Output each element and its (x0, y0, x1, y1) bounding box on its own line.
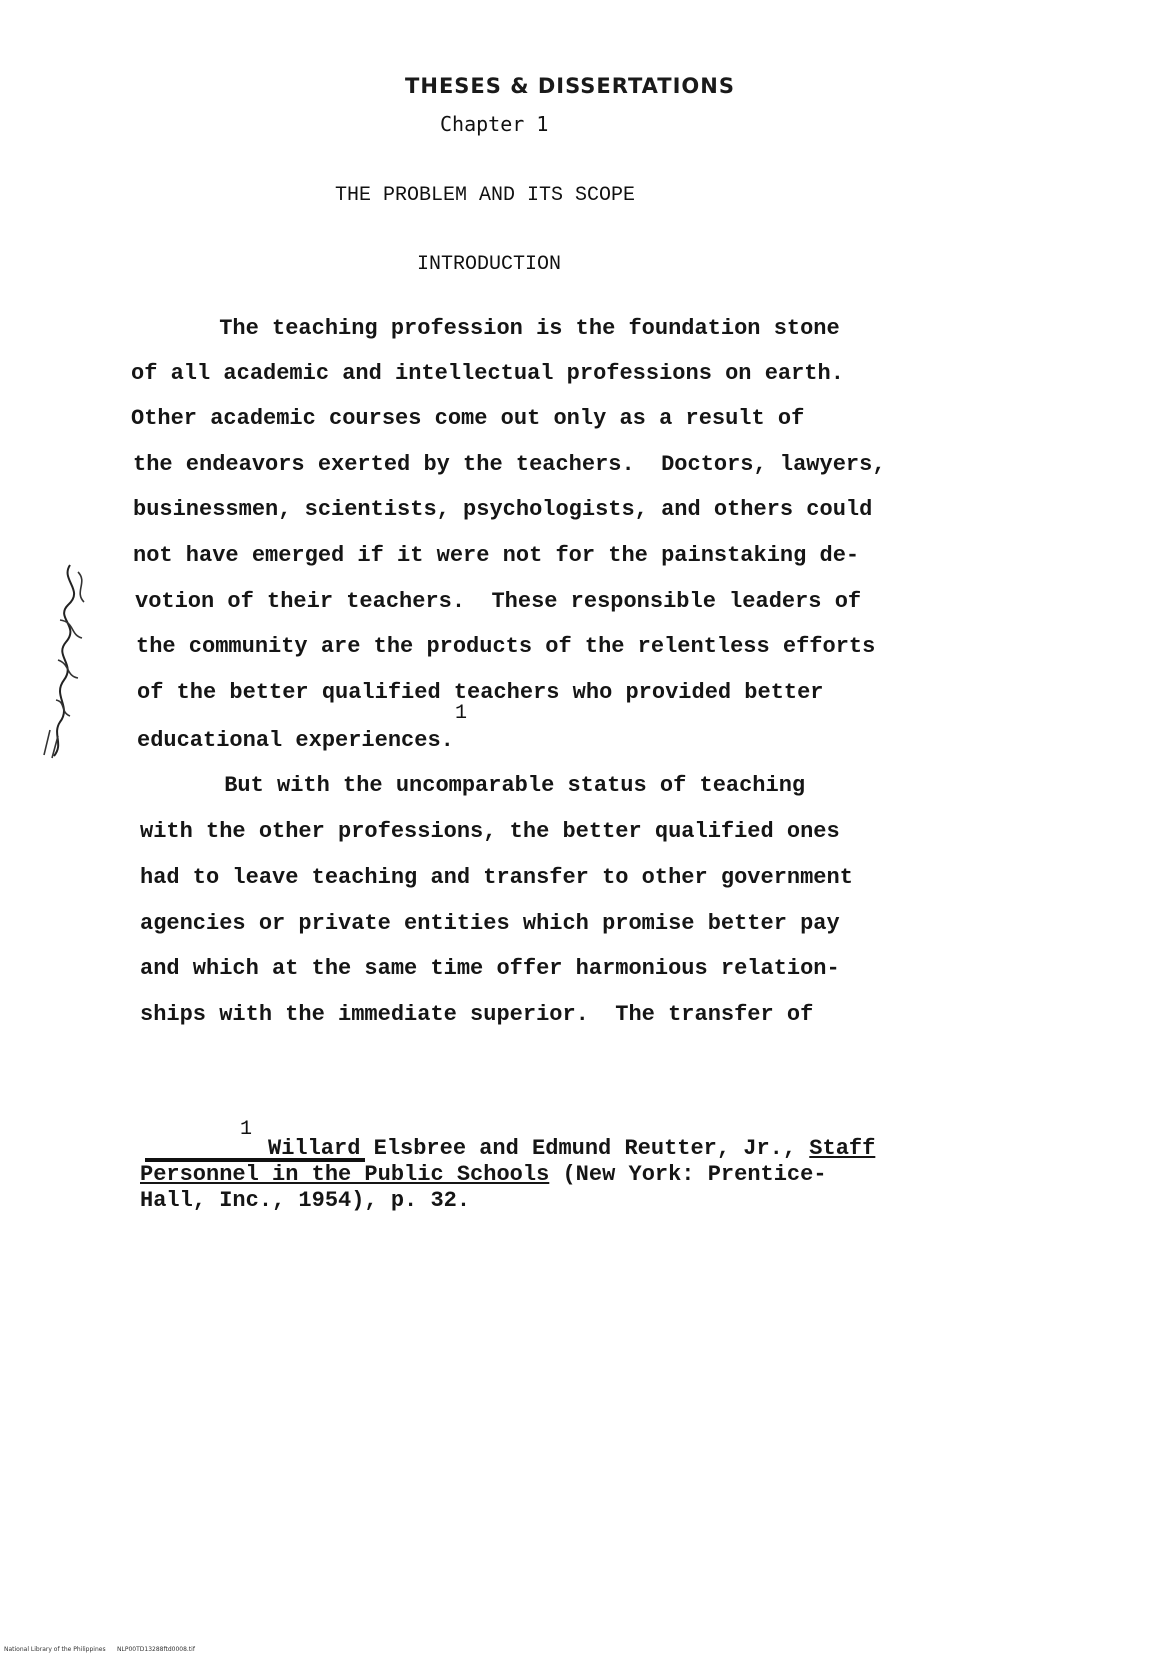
body-line: educational experiences. (137, 728, 454, 753)
footnote-line-3: Hall, Inc., 1954), p. 32. (140, 1188, 471, 1213)
footnote-title-part2: Personnel in the Public Schools (140, 1162, 550, 1187)
footnote-line-2 (140, 1162, 827, 1187)
footnote-publisher: (New York: Prentice- (549, 1162, 827, 1187)
body-line: ships with the immediate superior. The transfer of (140, 1002, 814, 1027)
section-heading: INTRODUCTION (417, 253, 562, 276)
body-line: and which at the same time offer harmonious relation- (140, 956, 840, 981)
handwritten-signature (30, 560, 110, 760)
scan-credit: National Library of the Philippines NLP00TD13288ftd0008.tif (4, 1646, 195, 1653)
body-line: the community are the products of the relentless efforts (136, 634, 876, 659)
footnote-line-1 (268, 1136, 875, 1161)
library-stamp: THESES & DISSERTATIONS (405, 74, 735, 98)
footnote-reference: 1 (455, 702, 468, 725)
body-line: votion of their teachers. These responsible leaders of (135, 589, 862, 614)
chapter-heading: Chapter 1 (440, 112, 549, 136)
footnote-title-part1: Staff (809, 1136, 876, 1161)
body-line: of all academic and intellectual professions on earth. (131, 361, 844, 386)
body-line: The teaching profession is the foundation stone (140, 316, 840, 341)
body-line: with the other professions, the better qualified ones (140, 819, 840, 844)
body-line: the endeavors exerted by the teachers. Doctors, lawyers, (133, 452, 886, 477)
body-line: of the better qualified teachers who provided better (137, 680, 824, 705)
body-line: But with the uncomparable status of teaching (145, 773, 806, 798)
body-line: Other academic courses come out only as a result of (131, 406, 805, 431)
body-line: had to leave teaching and transfer to other government (140, 865, 853, 890)
body-line: not have emerged if it were not for the painstaking de- (133, 543, 860, 568)
footnote-authors: Willard Elsbree and Edmund Reutter, Jr., (268, 1136, 810, 1161)
body-line: businessmen, scientists, psychologists, and others could (133, 497, 873, 522)
chapter-title: THE PROBLEM AND ITS SCOPE (335, 184, 636, 207)
footnote-number: 1 (240, 1118, 253, 1141)
body-line: agencies or private entities which promise better pay (140, 911, 840, 936)
